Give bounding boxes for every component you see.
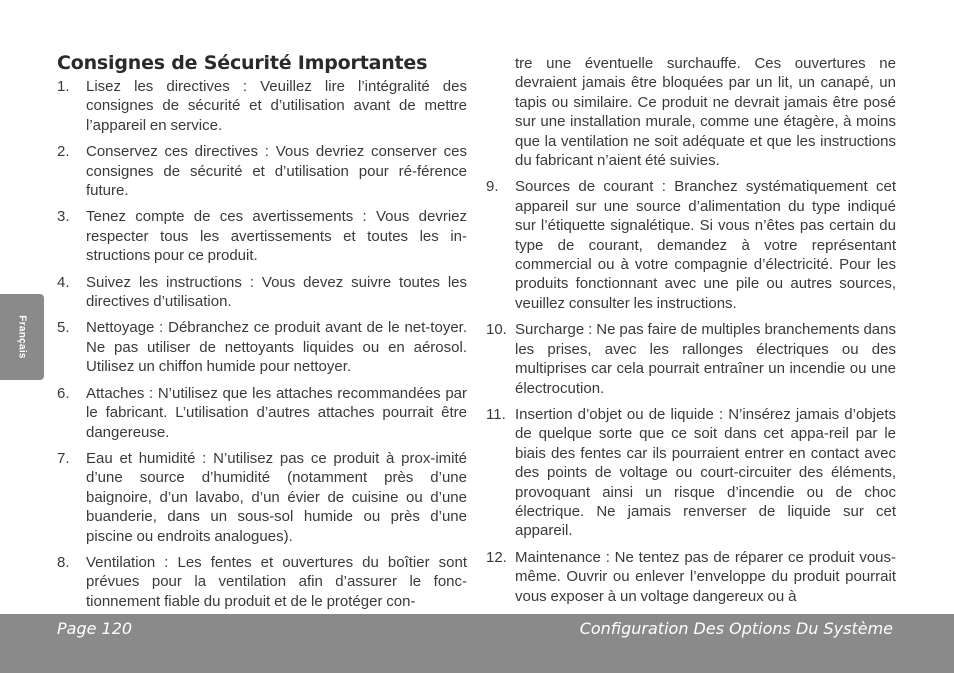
item-number: 5. [57,319,70,337]
list-item [57,77,467,135]
list-item [486,177,896,313]
section-title: Configuration Des Options Du Système [579,619,893,638]
item-text: Eau et humidité : N’utilisez pas ce produit à prox-imité d’une source d’humidité (notamment près d’une baignoire, d’un lavabo, d’un évier de cuisine ou d’une buanderie, dans un sous-sol humide ou près d’une piscine ou endroits analogues). [86,449,467,545]
list-item [57,142,467,200]
language-tab-label: Français [16,315,28,359]
item-number: 2. [57,143,70,161]
page-number: Page 120 [57,619,133,638]
item-number: 8. [57,553,70,571]
list-item [57,273,467,312]
item-number: 9. [486,178,499,196]
item-text: Tenez compte de ces avertissements : Vous devriez respecter tous les avertissements et toutes les in-structions pour ce produit. [86,208,467,265]
item-text: Ventilation : Les fentes et ouvertures du boîtier sont prévues pour la ventilation afin d’assurer le fonc-tionnement fiable du produit et de le protéger con- [86,553,467,610]
item-text: Attaches : N’utilisez que les attaches recommandées par le fabricant. L’utilisation d’autres attaches pourrait être dangereuse. [86,384,467,441]
item-number: 3. [57,208,70,226]
item-text: Sources de courant : Branchez systématiquement cet appareil sur une source d’alimentation du type indiqué sur l’étiquette signalétique. Si vous n’êtes pas certain du type de courant, demandez à votre représentant commercial ou à votre compagnie d’électricité. Pour les produits fonctionnant avec une pile ou autres sources, veuillez consulter les instructions. [515,178,896,312]
item-number: 12. [486,548,507,566]
right-column [486,54,896,613]
item-text: Insertion d’objet ou de liquide : N’insérez jamais d’objets de quelque sorte que ce soit dans cet appa-reil par le biais des fentes car ils pourraient entrer en contact avec des points de voltage ou court-circuiter des éléments, provoquant ainsi un risque d’incendie ou de choc électrique. Ne jamais renverser de liquide sur cet appareil. [515,405,896,540]
list-item [57,384,467,442]
list-item [486,548,896,606]
item-number: 1. [57,78,70,95]
page-title: Consignes de Sécurité Importantes [57,52,428,74]
item-number: 4. [57,273,70,291]
list-item [57,449,467,546]
item-number: 6. [57,384,70,402]
item-number: 11. [486,405,506,423]
item-text: Nettoyage : Débranchez ce produit avant de le net-toyer. Ne pas utiliser de nettoyants liquides ou en aérosol. Utilisez un chiffon humide pour nettoyer. [86,319,467,376]
left-column [57,52,467,618]
list-item [486,320,896,398]
item-text: Surcharge : Ne pas faire de multiples branchements dans les prises, avec les rallonges électriques ou des multiprises car cela pourrait entraîner un incendie ou une électrocution. [515,321,896,397]
item-continuation: tre une éventuelle surchauffe. Ces ouvertures ne devraient jamais être bloquées par un lit, un canapé, un tapis ou similaire. Ce produit ne devrait jamais être posé sur une installation murale, comme une étagère, à moins que la ventilation ne soit adéquate et que les instructions du fabricant n’aient été suivies. [515,55,896,170]
list-item [486,405,896,541]
list-item [57,207,467,265]
item-text: Lisez les directives : Veuillez lire l’intégralité des consignes de sécurité et d’utilisation avant de mettre l’appareil en service. [86,78,467,134]
language-tab [0,294,44,380]
item-text: Maintenance : Ne tentez pas de réparer ce produit vous-même. Ouvrir ou enlever l’enveloppe du produit pourrait vous exposer à un voltage dangereux ou à [515,548,896,605]
item-number: 7. [57,449,70,467]
item-text: Suivez les instructions : Vous devez suivre toutes les directives d’utilisation. [86,273,467,311]
page-footer [0,614,954,673]
item-number: 10. [486,321,507,339]
list-item [57,318,467,376]
item-text: Conservez ces directives : Vous devriez conserver ces consignes de sécurité et d’utilisation pour ré-férence future. [86,143,467,200]
list-item [57,553,467,611]
